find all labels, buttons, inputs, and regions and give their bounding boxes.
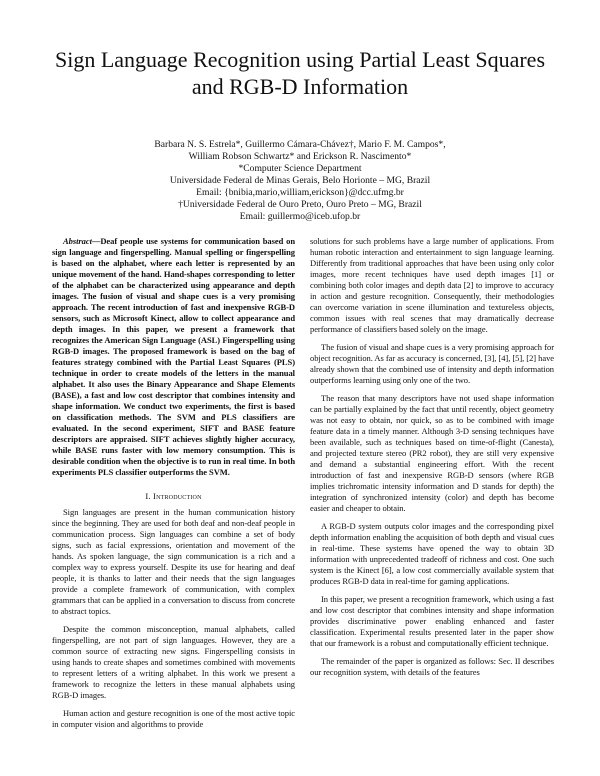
intro-paragraph: Human action and gesture recognition is one of the most active topic in computer vision and algorithms to provide: [52, 708, 295, 729]
affiliation-2-university: †Universidade Federal de Ouro Preto, Ouro Preto – MG, Brazil: [178, 199, 422, 210]
intro-paragraph: Sign languages are present in the human communication history since the beginning. They are used for both deaf and non-deaf people in communication process. Sign languages can combine a set of body signs, such as facial expressions, orientation and movement of the hands. As spoken language, the sign communication is a rich and a complex way to express yourself. Despite its use for hearing and deaf people, it is thanks to latter and their needs that the sign languages provide a complete framework of communication, with complex grammars that can be applied in a conversation to discuss from concrete to abstract topics.: [52, 507, 295, 616]
author-names-line-1: Barbara N. S. Estrela*, Guillermo Cámara-Chávez†, Mario F. M. Campos*,: [154, 139, 446, 150]
affiliation-1-email: Email: {bnibia,mario,william,erickson}@dcc.ufmg.br: [196, 187, 404, 198]
author-names-line-2: William Robson Schwartz* and Erickson R. Nascimento*: [188, 151, 412, 162]
body-paragraph: The fusion of visual and shape cues is a very promising approach for object recognition. As far as accuracy is concerned, [3], [4], [5], [2] have already shown that the combined use of intensity and depth information outperforms learning using only one of the two.: [310, 342, 554, 385]
affiliation-1-university: Universidade Federal de Minas Gerais, Belo Horionte – MG, Brazil: [169, 175, 431, 186]
body-paragraph: A RGB-D system outputs color images and the corresponding pixel depth information enabling the acquisition of both depth and visual cues in real-time. These systems have opened the way to obtain 3D information with unprecedented tradeoff of richness and cost. One such system is the Kinect [6], a low cost commercially available system that produces RGB-D data in real-time for gaming applications.: [310, 521, 554, 586]
body-paragraph: solutions for such problems have a large number of applications. From human robotic interaction and entertainment to sign language learning. Differently from traditional approaches that have been using only color images, more recent techniques have used depth images [1] or combining both color images and depth data [2] to improve to accuracy in action and gesture recognition. Consequently, their methodologies can overcome variation in scene illumination and textureless objects, common issues with real scenes that may dramatically decrease performance of classifiers based solely on the image.: [310, 236, 554, 334]
author-block: [60, 139, 540, 223]
left-column: [52, 236, 295, 730]
affiliation-2-email: Email: guillermo@iceb.ufop.br: [239, 211, 361, 222]
intro-paragraph: Despite the common misconception, manual alphabets, called fingerspelling, are not part of sign languages. However, they are a common source of extracting new signs. Fingerspelling consists in using hands to create shapes and sometimes combined with movements to represent letters of a writing alphabet. In this work we present a framework to recognize the letters in these manual alphabets using RGB-D images.: [52, 624, 295, 700]
body-paragraph: The reason that many descriptors have not used shape information can be partially explained by the fact that until recently, object geometry was not easy to obtain, nor quick, so as to be combined with image feature data in a timely manner. Although 3-D sensing techniques have been available, such as techniques based on time-of-flight (Canesta), and projected texture stereo (PR2 robot), they are still very expensive and demand a substantial engineering effort. With the recent introduction of fast and inexpensive RGB-D sensors (where RGB implies trichromatic intensity information and D stands for depth) the integration of synchronized intensity (color) and depth has become easier and cheaper to obtain.: [310, 393, 554, 513]
body-paragraph: In this paper, we present a recognition framework, which using a fast and low cost descriptor that combines intensity and shape information provides discriminative power enabling enhanced and faster classification. Experimental results presented later in the paper show that our framework is a robust and computationally efficient technique.: [310, 594, 554, 648]
right-column: [310, 236, 554, 678]
section-heading-introduction: I. Introduction: [145, 491, 202, 501]
affiliation-1-department: *Computer Science Department: [238, 163, 362, 174]
abstract-label: Abstract: [63, 236, 92, 246]
paper-title: Sign Language Recognition using Partial Least Squares and RGB-D Information: [54, 47, 545, 99]
abstract: [52, 236, 295, 478]
abstract-text: —Deaf people use systems for communication based on sign language and fingerspelling. Manual spelling or fingerspelling is based on the alphabet, where each letter is represented by an unique movement of the hand. Hand-shapes corresponding to letter of the alphabet can be characterized using appearance and depth images. The fusion of visual and shape cues is a very promising approach. The recent introduction of fast and inexpensive RGB-D sensors, such as Microsoft Kinect, allow to collect appearance and depth images. In this paper, we present a framework that recognizes the American Sign Language (ASL) Fingerspelling using RGB-D images. The proposed framework is based on the bag of features strategy combined with the Partial Least Squares (PLS) technique in order to create models of the letters in the manual alphabet. It also uses the Binary Appearance and Shape Elements (BASE), a fast and low cost descriptor that combines intensity and shape information. We conduct two experiments, the first is based on classification methods. The SVM and PLS classifiers are evaluated. In the second experiment, SIFT and BASE feature descriptors are appraised. SIFT achieves slightly higher accuracy, while BASE runs faster with low memory consumption. This is desirable condition when the objective is to run in real time. In both experiments PLS classifier outperforms the SVM.: [52, 236, 295, 477]
body-paragraph: The remainder of the paper is organized as follows: Sec. II describes our recognition system, with details of the features: [310, 656, 554, 677]
